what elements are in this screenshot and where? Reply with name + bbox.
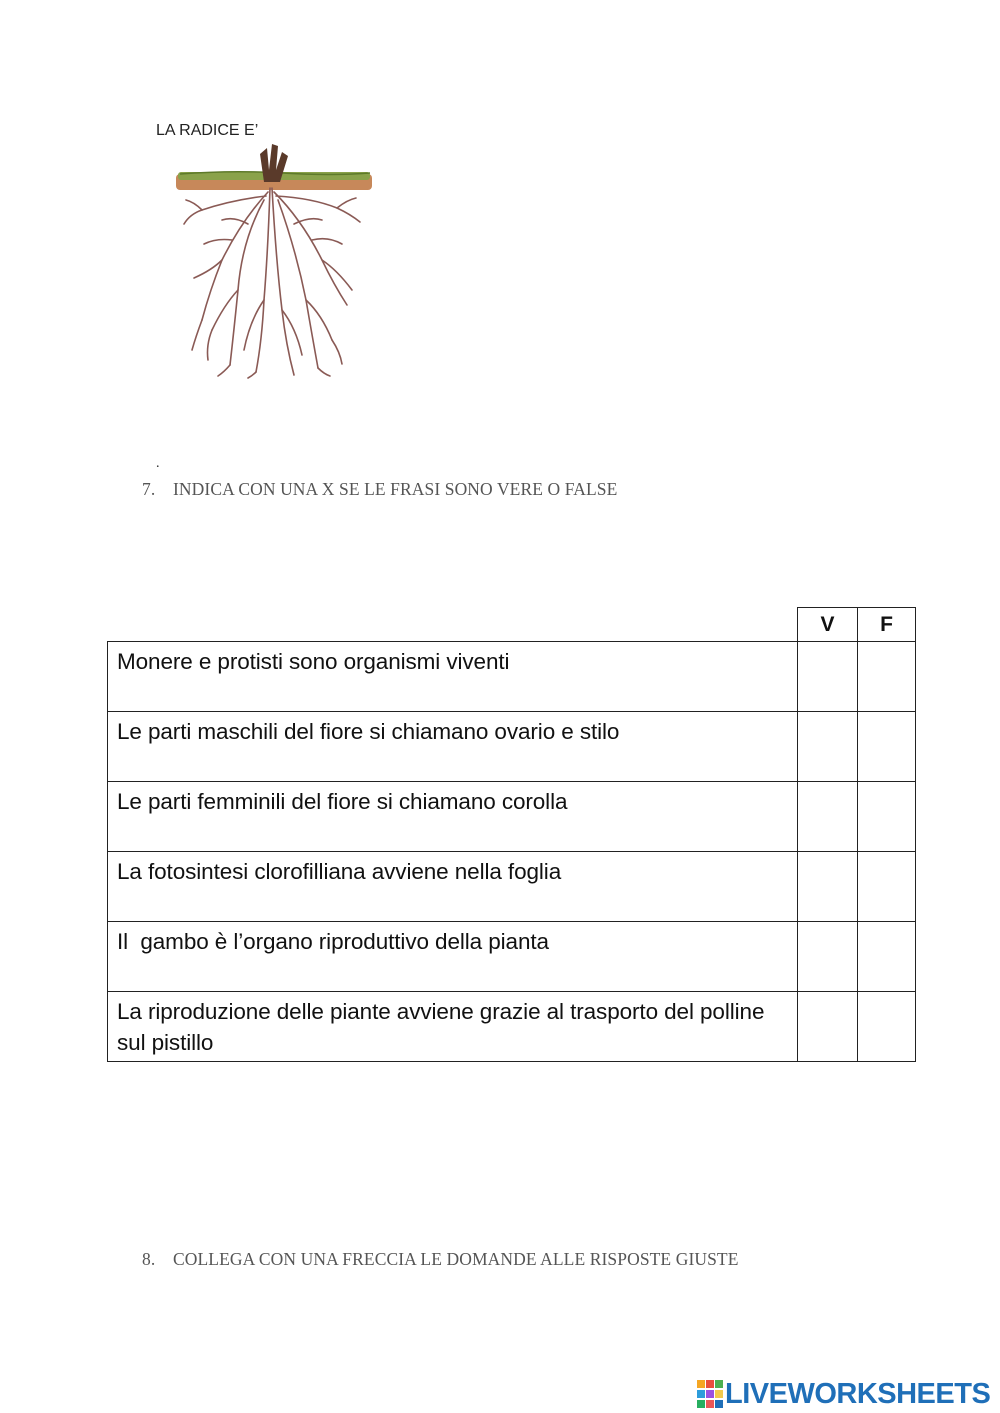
logo-text: LIVEWORKSHEETS <box>725 1377 991 1410</box>
answer-box-true-5[interactable] <box>798 922 858 992</box>
logo-mark-icon <box>697 1380 723 1408</box>
answer-box-true-1[interactable] <box>798 642 858 712</box>
answer-box-false-1[interactable] <box>858 642 916 712</box>
answer-box-false-5[interactable] <box>858 922 916 992</box>
answer-box-true-2[interactable] <box>798 712 858 782</box>
true-false-table <box>107 607 916 1062</box>
table-row <box>108 642 916 712</box>
header-false: F <box>858 608 916 642</box>
liveworksheets-logo <box>697 1377 990 1411</box>
question-8-number: 8. <box>142 1249 156 1269</box>
answer-box-true-6[interactable] <box>798 992 858 1062</box>
root-illustration <box>172 140 382 380</box>
question-7-number: 7. <box>142 479 156 499</box>
table-row <box>108 712 916 782</box>
answer-box-false-2[interactable] <box>858 712 916 782</box>
answer-box-false-3[interactable] <box>858 782 916 852</box>
question-8 <box>142 1249 739 1270</box>
statement-6: La riproduzione delle piante avviene grazie al trasporto del polline sul pistillo <box>108 992 798 1062</box>
table-row <box>108 782 916 852</box>
answer-box-false-6[interactable] <box>858 992 916 1062</box>
statement-3: Le parti femminili del fiore si chiamano corolla <box>108 782 798 852</box>
question-7 <box>142 479 617 500</box>
statement-2: Le parti maschili del fiore si chiamano ovario e stilo <box>108 712 798 782</box>
statement-5: Il gambo è l’organo riproduttivo della pianta <box>108 922 798 992</box>
statement-1: Monere e protisti sono organismi viventi <box>108 642 798 712</box>
statement-4: La fotosintesi clorofilliana avviene nella foglia <box>108 852 798 922</box>
table-row <box>108 922 916 992</box>
table-row <box>108 852 916 922</box>
answer-box-false-4[interactable] <box>858 852 916 922</box>
answer-box-true-3[interactable] <box>798 782 858 852</box>
figure-label: LA RADICE E’ <box>156 122 259 139</box>
header-true: V <box>798 608 858 642</box>
table-header-row <box>108 608 916 642</box>
question-7-text: INDICA CON UNA X SE LE FRASI SONO VERE O FALSE <box>173 479 618 499</box>
question-8-text: COLLEGA CON UNA FRECCIA LE DOMANDE ALLE RISPOSTE GIUSTE <box>173 1249 739 1269</box>
header-blank-cell <box>108 608 798 642</box>
answer-box-true-4[interactable] <box>798 852 858 922</box>
stray-dot: . <box>156 456 160 471</box>
table-row <box>108 992 916 1062</box>
